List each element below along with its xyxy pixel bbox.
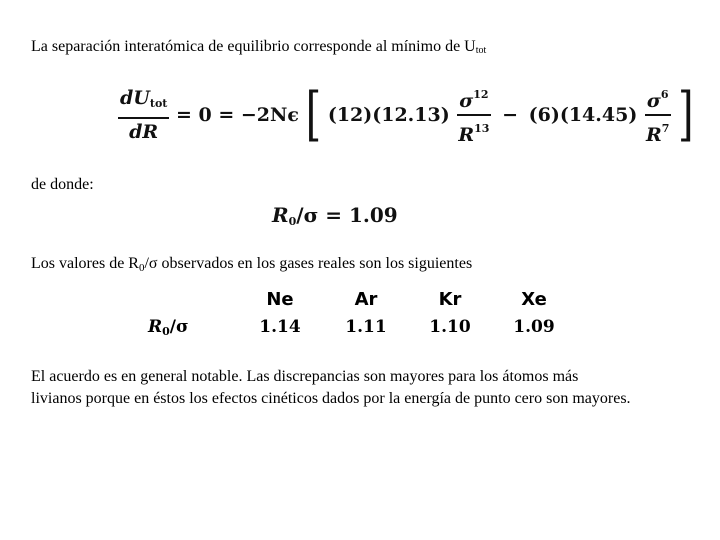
table-header: Kr xyxy=(438,288,462,310)
gas-values-table xyxy=(148,285,576,341)
table-header: Ne xyxy=(266,288,294,310)
term1-fraction: $\frac{\sigma^{12}}{R^{13}}$ xyxy=(456,84,491,146)
derivative-equation xyxy=(118,81,694,149)
ratio-r: R xyxy=(272,203,289,227)
term2-coefficient: (6)(14.45) xyxy=(528,104,638,126)
table-cell: 1.14 xyxy=(259,317,301,337)
table-row xyxy=(148,313,576,341)
paragraph-equilibrium-text: La separación interatómica de equilibrio corresponde al mínimo de U xyxy=(31,38,476,55)
table-cell: 1.10 xyxy=(429,317,471,337)
equals-zero: = 0 = −2Nϵ xyxy=(175,104,299,126)
paragraph-acuerdo-line2: livianos porque en éstos los efectos cinéticos dados por la energía de punto cero son mayores. xyxy=(31,390,631,407)
paragraph-equilibrium xyxy=(31,36,486,62)
ratio-rest: /σ = 1.09 xyxy=(296,203,398,227)
ratio-equation xyxy=(272,203,398,228)
table-header: Ar xyxy=(354,288,378,310)
term2-fraction: $\frac{\sigma^6}{R^7}$ xyxy=(644,84,671,146)
table-cell: 1.09 xyxy=(513,317,555,337)
paragraph-valores: Los valores de $R_0/\sigma$ observados en los gases reales son los siguientes xyxy=(31,255,473,274)
term1-coefficient: (12)(12.13) xyxy=(327,104,450,126)
minus-sign: − xyxy=(502,104,519,126)
table-header-row xyxy=(148,285,576,313)
table-header: Xe xyxy=(521,288,547,310)
left-bracket: [ xyxy=(305,81,322,149)
paragraph-de-donde: de donde: xyxy=(31,176,94,193)
right-bracket: ] xyxy=(678,81,694,149)
paragraph-acuerdo-line1: El acuerdo es en general notable. Las discrepancias son mayores para los átomos más xyxy=(31,368,579,385)
ratio-r-subscript: 0 xyxy=(288,215,297,228)
u-tot-subscript: tot xyxy=(475,45,487,56)
table-row-label: R0/σ xyxy=(148,316,189,338)
derivative-fraction: $\frac{\text{dUtot}}{dR}$ xyxy=(120,87,168,143)
table-cell: 1.11 xyxy=(345,317,387,337)
